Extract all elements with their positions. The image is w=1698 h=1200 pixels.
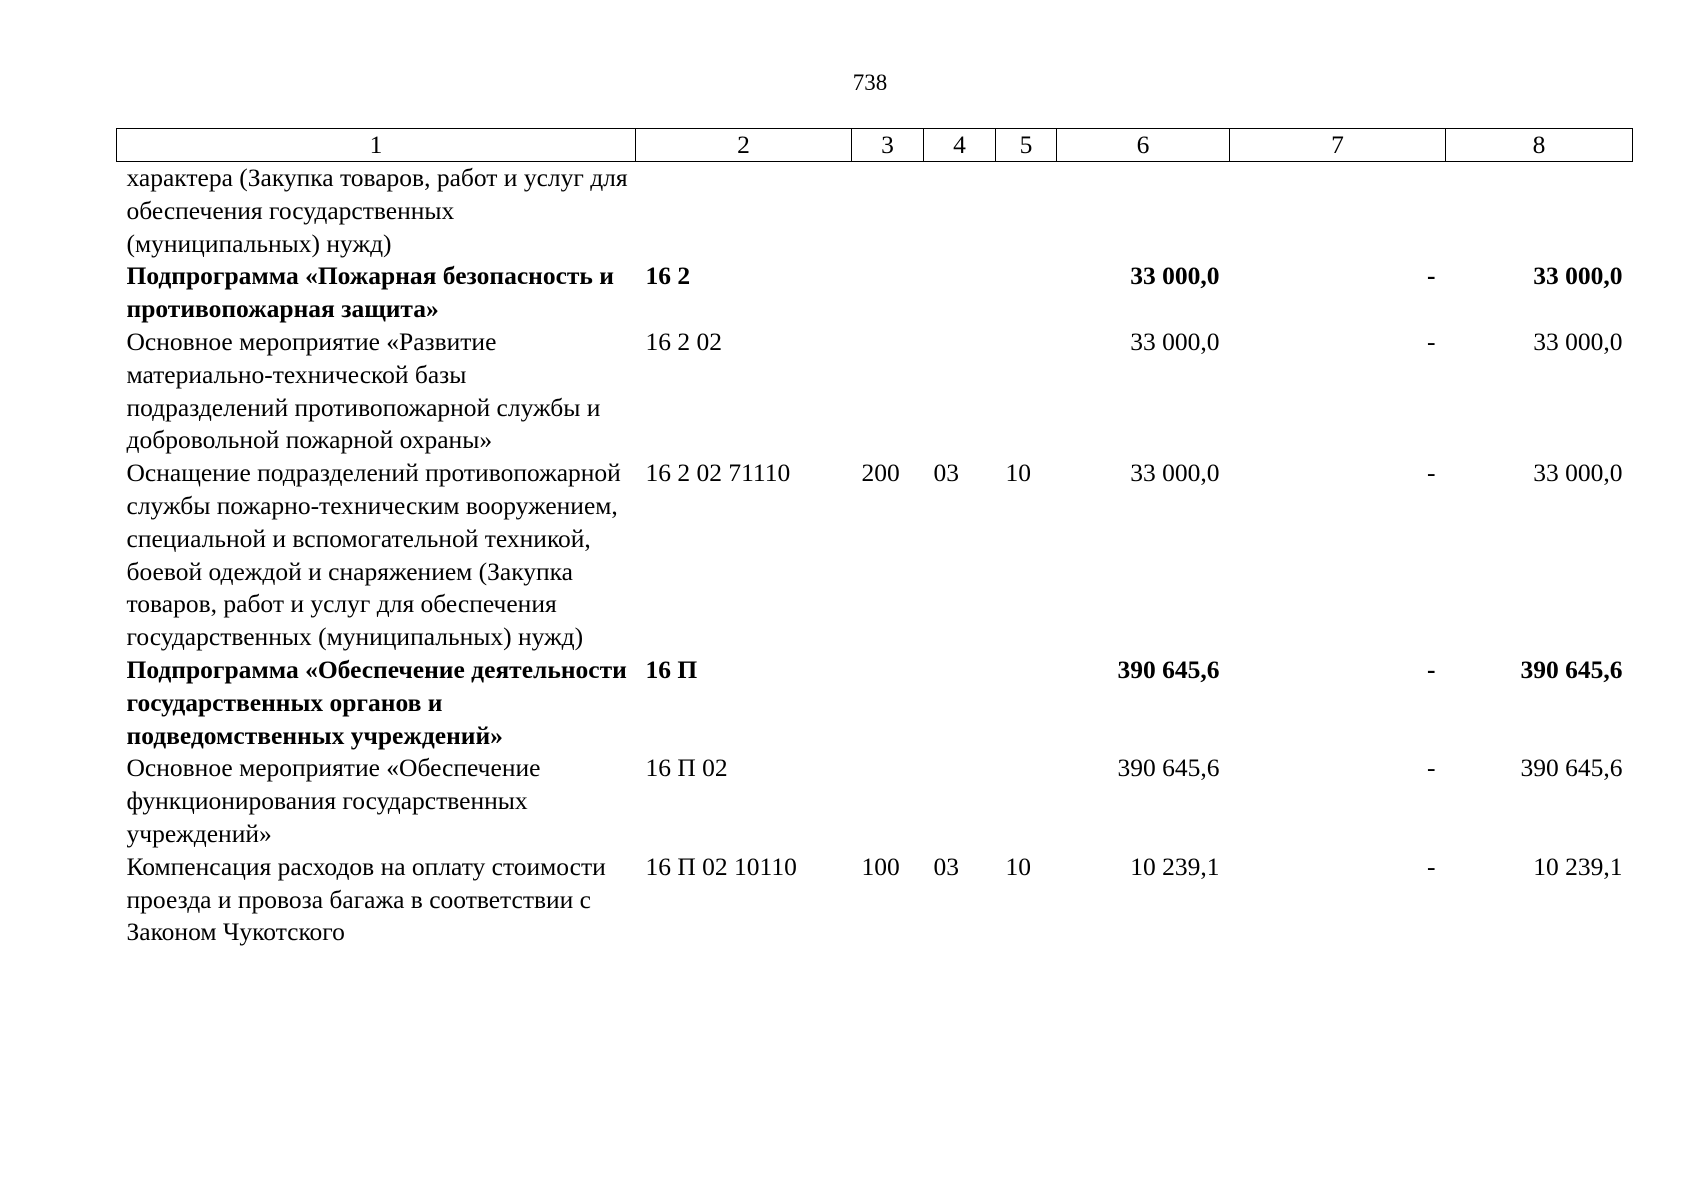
table-row	[117, 851, 1633, 949]
header-col-5: 5	[996, 129, 1057, 162]
row-col7-cell	[1230, 162, 1446, 261]
header-row	[117, 129, 1633, 162]
row-col7-cell: -	[1427, 851, 1436, 881]
row-name-cell: Подпрограмма «Пожарная безопасность и противопожарная защита»	[126, 261, 614, 324]
row-col4-cell	[924, 752, 996, 850]
header-col-3: 3	[852, 129, 924, 162]
header-col-1: 1	[117, 129, 636, 162]
table-row	[117, 654, 1633, 752]
row-col6-cell	[1057, 162, 1230, 261]
row-col4-cell	[924, 326, 996, 457]
row-col3-cell	[852, 752, 924, 850]
row-col4-cell: 03	[933, 851, 959, 881]
row-col5-cell	[996, 260, 1057, 326]
row-col8-cell: 33 000,0	[1533, 458, 1623, 488]
row-code-cell: 16 П 02 10110	[645, 851, 797, 881]
row-code-cell: 16 2 02 71110	[645, 458, 791, 488]
row-col5-cell	[996, 752, 1057, 850]
row-col7-cell: -	[1427, 654, 1436, 684]
row-name-cell: Основное мероприятие «Развитие материально-технической базы подразделений противопожарной службы и добровольной пожарной охраны»	[126, 326, 601, 455]
row-col4-cell	[924, 654, 996, 752]
table-row	[117, 752, 1633, 850]
row-name-cell: Подпрограмма «Обеспечение деятельности государственных органов и подведомственных учреждений»	[126, 654, 627, 750]
table-row	[117, 457, 1633, 654]
table-body	[117, 162, 1633, 950]
row-col5-cell: 10	[1005, 851, 1031, 881]
row-col5-cell	[996, 654, 1057, 752]
row-col3-cell	[852, 260, 924, 326]
row-col3-cell	[852, 326, 924, 457]
header-col-8: 8	[1446, 129, 1633, 162]
budget-table	[116, 128, 1633, 949]
row-col6-cell: 10 239,1	[1130, 851, 1220, 881]
row-col8-cell	[1446, 162, 1633, 261]
row-col7-cell: -	[1427, 261, 1436, 291]
row-col6-cell: 390 645,6	[1117, 654, 1220, 684]
header-col-2: 2	[636, 129, 852, 162]
header-col-7: 7	[1230, 129, 1446, 162]
row-col7-cell: -	[1427, 458, 1436, 488]
row-code-cell	[636, 162, 852, 261]
row-col3-cell: 100	[861, 851, 900, 881]
row-col5-cell	[996, 162, 1057, 261]
row-code-cell: 16 2	[645, 261, 691, 291]
row-code-cell: 16 2 02	[645, 326, 722, 356]
row-name-cell: Оснащение подразделений противопожарной службы пожарно-техническим вооружением, специальной и вспомогательной техникой, боевой одеждой и снаряжением (Закупка товаров, работ и услуг для обеспечения государственных (муниципальных) нужд)	[126, 458, 621, 652]
table-row	[117, 260, 1633, 326]
row-col6-cell: 390 645,6	[1117, 753, 1220, 783]
row-col6-cell: 33 000,0	[1130, 458, 1220, 488]
row-code-cell: 16 П	[645, 654, 698, 684]
row-col4-cell	[924, 162, 996, 261]
row-col8-cell: 390 645,6	[1520, 654, 1623, 684]
row-name-cell: характера (Закупка товаров, работ и услуг для обеспечения государственных (муниципальных) нужд)	[126, 163, 628, 258]
row-col8-cell: 390 645,6	[1520, 753, 1623, 783]
table-row	[117, 162, 1633, 261]
header-col-4: 4	[924, 129, 996, 162]
row-col4-cell	[924, 260, 996, 326]
row-col7-cell: -	[1427, 753, 1436, 783]
row-col8-cell: 33 000,0	[1533, 261, 1623, 291]
header-col-6: 6	[1057, 129, 1230, 162]
row-col8-cell: 33 000,0	[1533, 326, 1623, 356]
table-row	[117, 326, 1633, 457]
row-name-cell: Основное мероприятие «Обеспечение функционирования государственных учреждений»	[126, 753, 541, 848]
page-number: 738	[852, 70, 888, 95]
row-col3-cell	[852, 654, 924, 752]
row-name-cell: Компенсация расходов на оплату стоимости проезда и провоза багажа в соответствии с Законом Чукотского	[126, 851, 606, 947]
row-col6-cell: 33 000,0	[1130, 326, 1220, 356]
row-col6-cell: 33 000,0	[1130, 261, 1220, 291]
row-col4-cell: 03	[933, 458, 959, 488]
row-col5-cell	[996, 326, 1057, 457]
row-col7-cell: -	[1427, 326, 1436, 356]
row-col3-cell: 200	[861, 458, 900, 488]
row-col3-cell	[852, 162, 924, 261]
row-col8-cell: 10 239,1	[1533, 851, 1623, 881]
row-code-cell: 16 П 02	[645, 753, 728, 783]
row-col5-cell: 10	[1005, 458, 1031, 488]
